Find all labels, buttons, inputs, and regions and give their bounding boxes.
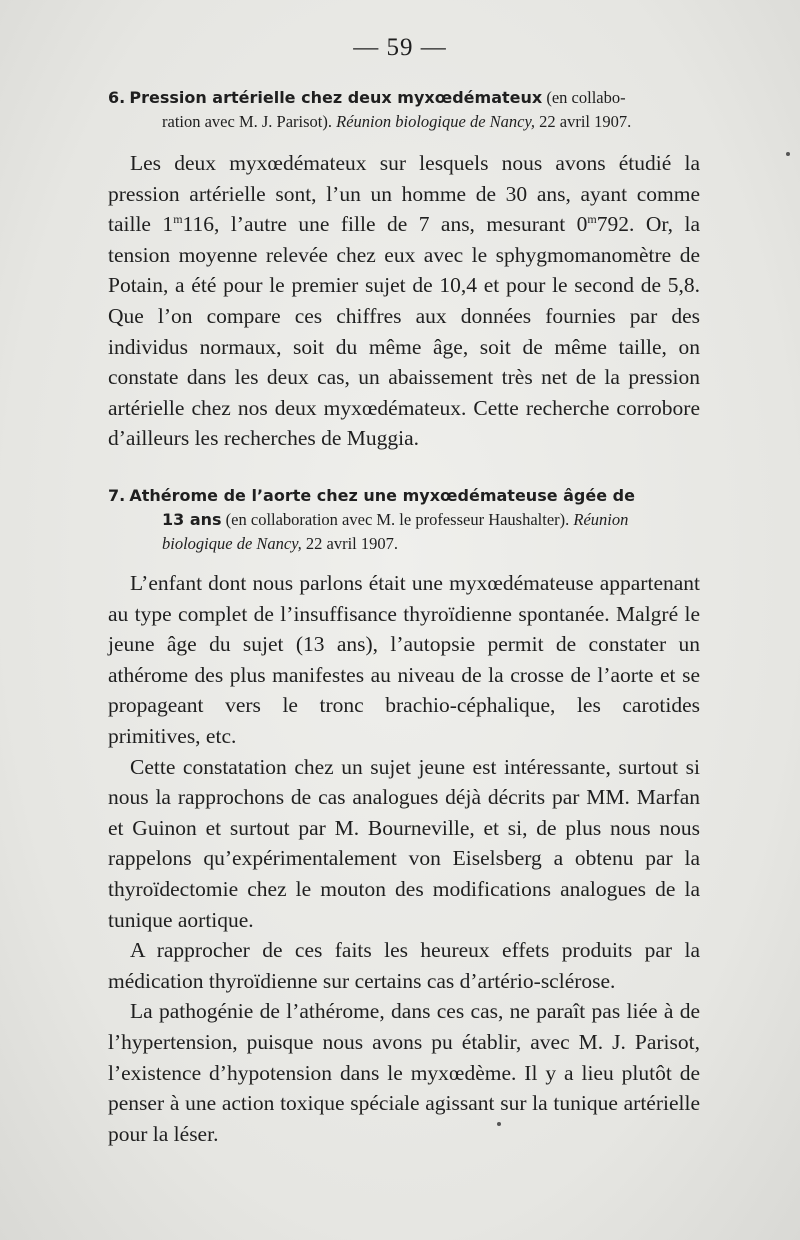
section-6-title: Pression artérielle chez deux myxœdémateux	[129, 88, 543, 107]
section-7-heading-line3	[108, 532, 700, 556]
section-6-number: 6.	[108, 88, 126, 107]
section-6-text-a: Les deux myxœdémateux sur lesquels nous avons étudié la pression artérielle sont, l’un un homme de 30 ans, ayant comme taille 1	[108, 151, 700, 237]
section-7-paragraph-1: L’enfant dont nous parlons était une myxœdémateuse appartenant au type complet de l’insuffisance thyroïdienne spontanée. Malgré le jeune âge du sujet (13 ans), l’autopsie permit de constater un athérome des plus manifestes au niveau de la crosse de l’aorte et se propageant vers le tronc brachio-céphalique, les carotides primitives, etc.	[108, 571, 700, 748]
section-7-note-end: 22 avril 1907.	[301, 534, 399, 553]
section-7-note-italic-a: Réunion	[573, 510, 629, 529]
section-7	[108, 484, 700, 1149]
section-7-number: 7.	[108, 486, 126, 505]
section-6-heading	[108, 86, 700, 134]
section-7-body	[108, 568, 700, 1149]
unit-superscript: m	[587, 212, 597, 227]
page-number: — 59 —	[353, 34, 447, 61]
section-7-paragraph-3: A rapprocher de ces faits les heureux effets produits par la médication thyroïdienne sur certains cas d’artério-sclérose.	[108, 938, 700, 993]
section-6-paragraph	[108, 148, 700, 454]
section-7-paragraph-2: Cette constatation chez un sujet jeune est intéressante, surtout si nous la rapprochons de cas analogues déjà décrits par MM. Marfan et Guinon et surtout par M. Bourneville, et si, de plus nous nous rappelons qu’expérimentalement von Eiselsberg a obtenu par la thyroïdectomie chez le mouton des modifications analogues de la tunique aortique.	[108, 754, 700, 932]
section-6	[108, 86, 700, 454]
section-6-text-c: 792. Or, la tension moyenne relevée chez eux avec le sphygmomanomètre de Potain, a été pour le premier sujet de 10,4 et pour le second de 5,8. Que l’on compare ces chiffres aux données fournies par des individus normaux, soit du même âge, soit de même taille, on constate dans les deux cas, un abaissement très net de la pression artérielle chez nos deux myxœdémateux. Cette recherche corrobore d’ailleurs les recherches de Muggia.	[108, 212, 701, 451]
section-6-text-b: 116, l’autre une fille de 7 ans, mesurant 0	[182, 212, 588, 237]
section-7-paragraph-4: La pathogénie de l’athérome, dans ces cas, ne paraît pas liée à de l’hypertension, puisque nous avons pu établir, avec M. J. Parisot, l’existence d’hypotension dans le myxœdème. Il y a lieu plutôt de penser à une action toxique spéciale agissant sur la tunique artérielle pour la léser.	[108, 999, 700, 1146]
paper-speck	[786, 152, 790, 156]
section-7-title-line2: 13 ans	[162, 510, 222, 529]
section-6-body	[108, 148, 700, 454]
section-6-note-open: (en collabo-	[542, 88, 626, 107]
section-7-note: (en collaboration avec M. le professeur Haushalter).	[221, 510, 574, 529]
section-6-note-italic: Réunion biologique de Nancy,	[336, 112, 536, 131]
section-6-note-line	[108, 110, 700, 134]
section-7-note-italic-b: biologique de Nancy,	[162, 534, 302, 553]
paper-speck	[497, 1122, 501, 1126]
section-6-note-start: ration avec M. J. Parisot).	[162, 112, 337, 131]
section-7-heading-line2	[108, 508, 700, 532]
section-7-heading	[108, 484, 700, 556]
section-6-note-end: 22 avril 1907.	[535, 112, 632, 131]
unit-superscript: m	[173, 212, 183, 227]
section-7-title-line1: Athérome de l’aorte chez une myxœdémateuse âgée de	[129, 486, 635, 505]
